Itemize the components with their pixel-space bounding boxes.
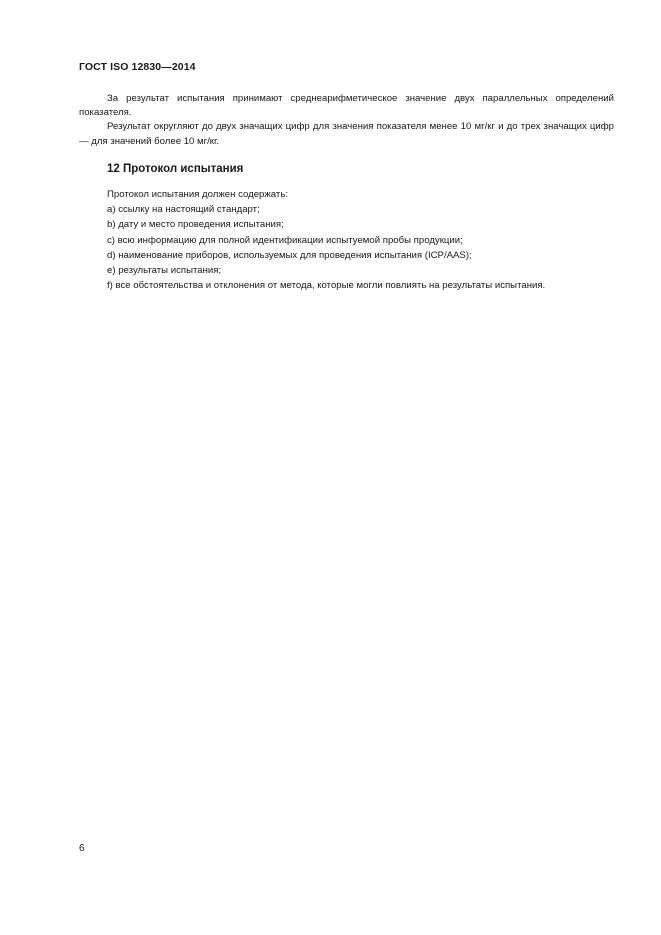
list-item-f: f) все обстоятельства и отклонения от метода, которые могли повлиять на результаты испытания. (107, 280, 546, 292)
section-title: 12 Протокол испытания (107, 163, 244, 175)
protocol-requirements-list (107, 187, 627, 293)
list-item-c: c) всю информацию для полной идентификации испытуемой пробы продукции; (107, 234, 463, 246)
list-item-b: b) дату и место проведения испытания; (107, 219, 284, 231)
document-header-code: ГОСТ ISO 12830—2014 (79, 61, 196, 73)
paragraph-result-average: За результат испытания принимают среднеарифметическое значение двух параллельных определений показателя. (79, 93, 614, 119)
page-number: 6 (79, 843, 85, 854)
list-item-e: e) результаты испытания; (107, 265, 222, 277)
paragraph-result-rounding: Результат округляют до двух значащих цифр для значения показателя менее 10 мг/кг и до трех значащих цифр — для значений более 10 мг/кг. (79, 121, 614, 147)
list-intro: Протокол испытания должен содержать: (107, 189, 288, 200)
list-item-a: a) ссылку на настоящий стандарт; (107, 204, 260, 216)
list-item-d: d) наименование приборов, используемых для проведения испытания (ICP/AAS); (107, 249, 472, 261)
body-text (79, 92, 614, 149)
